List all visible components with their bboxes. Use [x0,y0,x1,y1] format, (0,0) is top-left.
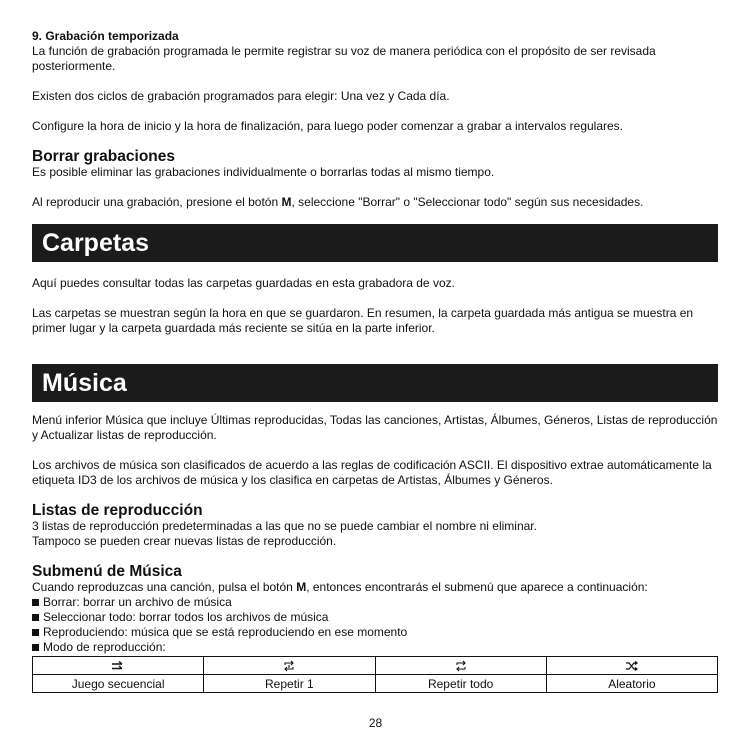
bullet-item [32,595,720,610]
shuffle-icon [625,660,639,672]
square-bullet-icon [32,614,39,621]
mode-label-row [33,675,718,693]
section-9-paragraph-2: Existen dos ciclos de grabación programados para elegir: Una vez y Cada día. [32,89,450,103]
section-9-paragraph-1: La función de grabación programada le permite registrar su voz de manera periódica con el propósito de ser revisada posteriormente. [32,44,656,73]
musica-banner: Música [32,364,718,402]
square-bullet-icon [32,629,39,636]
document-page [32,28,720,693]
sequential-icon [111,660,125,672]
square-bullet-icon [32,599,39,606]
borrar-paragraph-1: Es posible eliminar las grabaciones individualmente o borrarlas todas al mismo tiempo. [32,165,495,179]
borrar-p2-start: Al reproducir una grabación, presione el botón [32,195,282,209]
mode-icon-cell [375,657,546,675]
listas-title: Listas de reproducción [32,502,203,519]
submenu-paragraph-1 [32,580,720,595]
bullet-item [32,610,720,625]
mode-label-sequential: Juego secuencial [33,675,204,693]
playback-mode-table [32,656,718,693]
submenu-title: Submenú de Música [32,563,182,580]
bullet-item [32,640,720,655]
section-9-paragraph-3: Configure la hora de inicio y la hora de finalización, para luego poder comenzar a grabar a intervalos regulares. [32,119,624,133]
musica-paragraph-1: Menú inferior Música que incluye Últimas reproducidas, Todas las canciones, Artistas, Álbumes, Géneros, Listas de reproducción y Actualizar listas de reproducción. [32,413,718,442]
borrar-paragraph-2 [32,195,720,210]
listas-paragraph-1: 3 listas de reproducción predeterminadas a las que no se puede cambiar el nombre ni eliminar. [32,519,537,533]
bullet-text: Borrar: borrar un archivo de música [43,595,232,609]
mode-icon-cell [204,657,375,675]
m-key-label: M [281,195,292,209]
mode-icon-cell [33,657,204,675]
bullet-text: Modo de reproducción: [43,640,166,654]
carpetas-paragraph-1: Aquí puedes consultar todas las carpetas guardadas en esta grabadora de voz. [32,276,455,290]
bullet-item [32,625,720,640]
borrar-p2-end: , seleccione "Borrar" o "Seleccionar todo" según sus necesidades. [291,195,644,209]
bullet-text: Seleccionar todo: borrar todos los archivos de música [43,610,329,624]
mode-icon-row [33,657,718,675]
mode-label-shuffle: Aleatorio [546,675,717,693]
page-number: 28 [368,716,383,730]
m-key-label: M [296,580,307,594]
repeat-all-icon [454,660,468,672]
submenu-p1-end: , entonces encontrarás el submenú que aparece a continuación: [306,580,648,594]
musica-paragraph-2: Los archivos de música son clasificados de acuerdo a las reglas de codificación ASCII. El dispositivo extrae automáticamente la etiqueta ID3 de los archivos de música y los clasifica en carpetas de Artistas, Álbumes y Géneros. [32,458,712,487]
square-bullet-icon [32,644,39,651]
borrar-title: Borrar grabaciones [32,148,175,165]
carpetas-banner: Carpetas [32,224,718,262]
listas-paragraph-2: Tampoco se pueden crear nuevas listas de reproducción. [32,534,337,548]
mode-label-repeat-one: Repetir 1 [204,675,375,693]
bullet-text: Reproduciendo: música que se está reproduciendo en ese momento [43,625,408,639]
repeat-one-icon [282,660,296,672]
carpetas-paragraph-2: Las carpetas se muestran según la hora en que se guardaron. En resumen, la carpeta guardada más antigua se muestra en primer lugar y la carpeta guardada más reciente se sitúa en la parte inferior. [32,306,694,335]
section-9-title: 9. Grabación temporizada [32,29,179,43]
mode-icon-cell [546,657,717,675]
submenu-p1-start: Cuando reproduzcas una canción, pulsa el botón [32,580,297,594]
mode-label-repeat-all: Repetir todo [375,675,546,693]
